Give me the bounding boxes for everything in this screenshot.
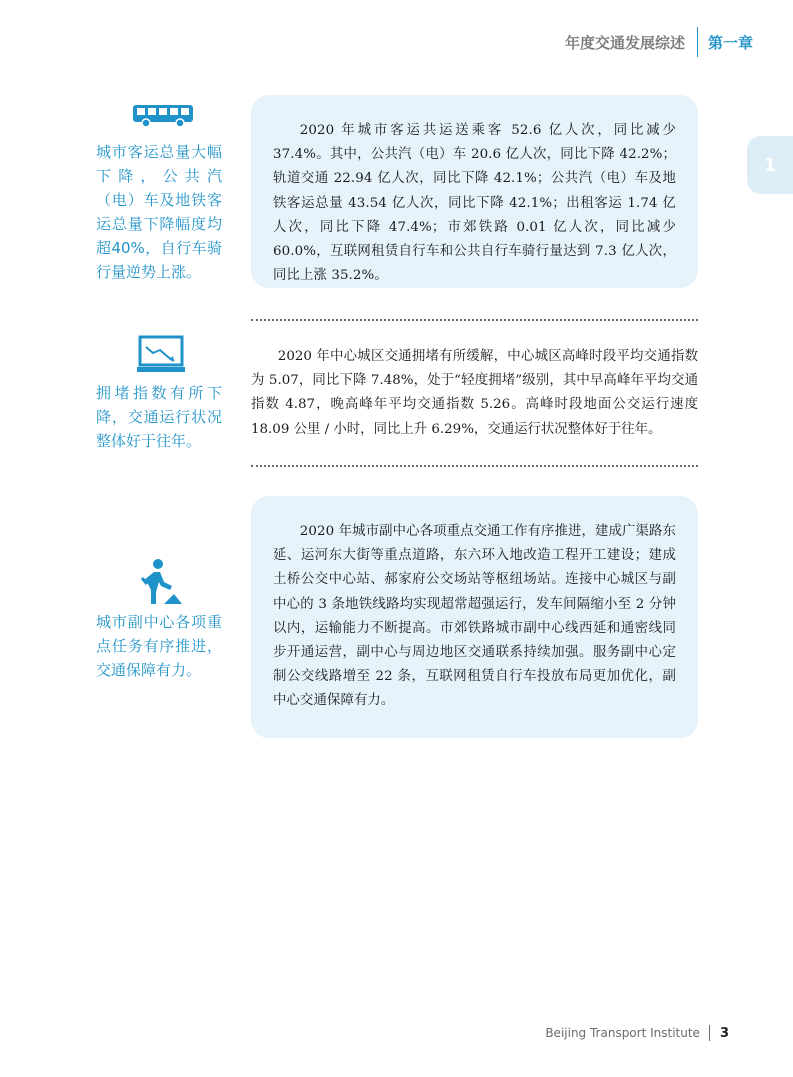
running-header [565,26,753,58]
construction-worker-icon [134,558,184,606]
chapter-label: 第一章 [707,33,753,52]
chapter-tab [747,136,793,194]
section-2-highlight: 拥堵指数有所下降，交通运行状况整体好于往年。 [96,384,222,450]
page-footer [545,1023,729,1043]
section-3-card [251,496,698,738]
section-1-body: 2020 年城市客运共运送乘客 52.6 亿人次，同比减少 37.4%。其中，公共汽（电）车 20.6 亿人次，同比下降 42.2%；轨道交通 22.94 亿人次，同比下降 42.1%；公共汽（电）车及地铁客运总量 43.54 亿人次，同比下降 42.1%；出租客运 1.74 亿人次，同比下降 47.4%；市郊铁路 0.01 亿人次，同比减少 60.0%，互联网租赁自行车和公共自行车骑行量达到 7.3 亿人次，同比上涨 35.2%。 [273,123,676,284]
chart-monitor-icon [136,335,186,375]
institute-name: Beijing Transport Institute [545,1026,700,1040]
section-1-highlight: 城市客运总量大幅下降，公共汽（电）车及地铁客运总量下降幅度均超40%，自行车骑行量逆势上涨。 [96,143,222,281]
section-2-body: 2020 年中心城区交通拥堵有所缓解，中心城区高峰时段平均交通指数为 5.07，同比下降 7.48%，处于“轻度拥堵”级别，其中早高峰年平均交通指数 4.87，晚高峰年平均交通指数 5.26。高峰时段地面公交运行速度 18.09 公里 / 小时，同比上升 6.29%，交通运行状况整体好于往年。 [251,349,698,437]
dotted-divider [251,465,698,467]
page-number: 3 [719,1025,729,1041]
chapter-tab-number: 1 [763,154,777,176]
section-1-card [251,95,698,288]
section-3-highlight: 城市副中心各项重点任务有序推进，交通保障有力。 [96,613,222,679]
section-3-body: 2020 年城市副中心各项重点交通工作有序推进，建成广渠路东延、运河东大街等重点道路，东六环入地改造工程开工建设；建成土桥公交中心站、郝家府公交场站等枢纽场站。连接中心城区与副中心的 3 条地铁线路均实现超常超强运行，发车间隔缩小至 2 分钟以内，运输能力不断提高。市郊铁路城市副中心线西延和通密线同步开通运营，副中心与周边地区交通联系持续加强。服务副中心定制公交线路增至 22 条，互联网租赁自行车投放布局更加优化，副中心交通保障有力。 [273,524,676,709]
bus-icon [132,104,194,128]
section-title: 年度交通发展综述 [564,33,685,52]
dotted-divider [251,319,698,321]
